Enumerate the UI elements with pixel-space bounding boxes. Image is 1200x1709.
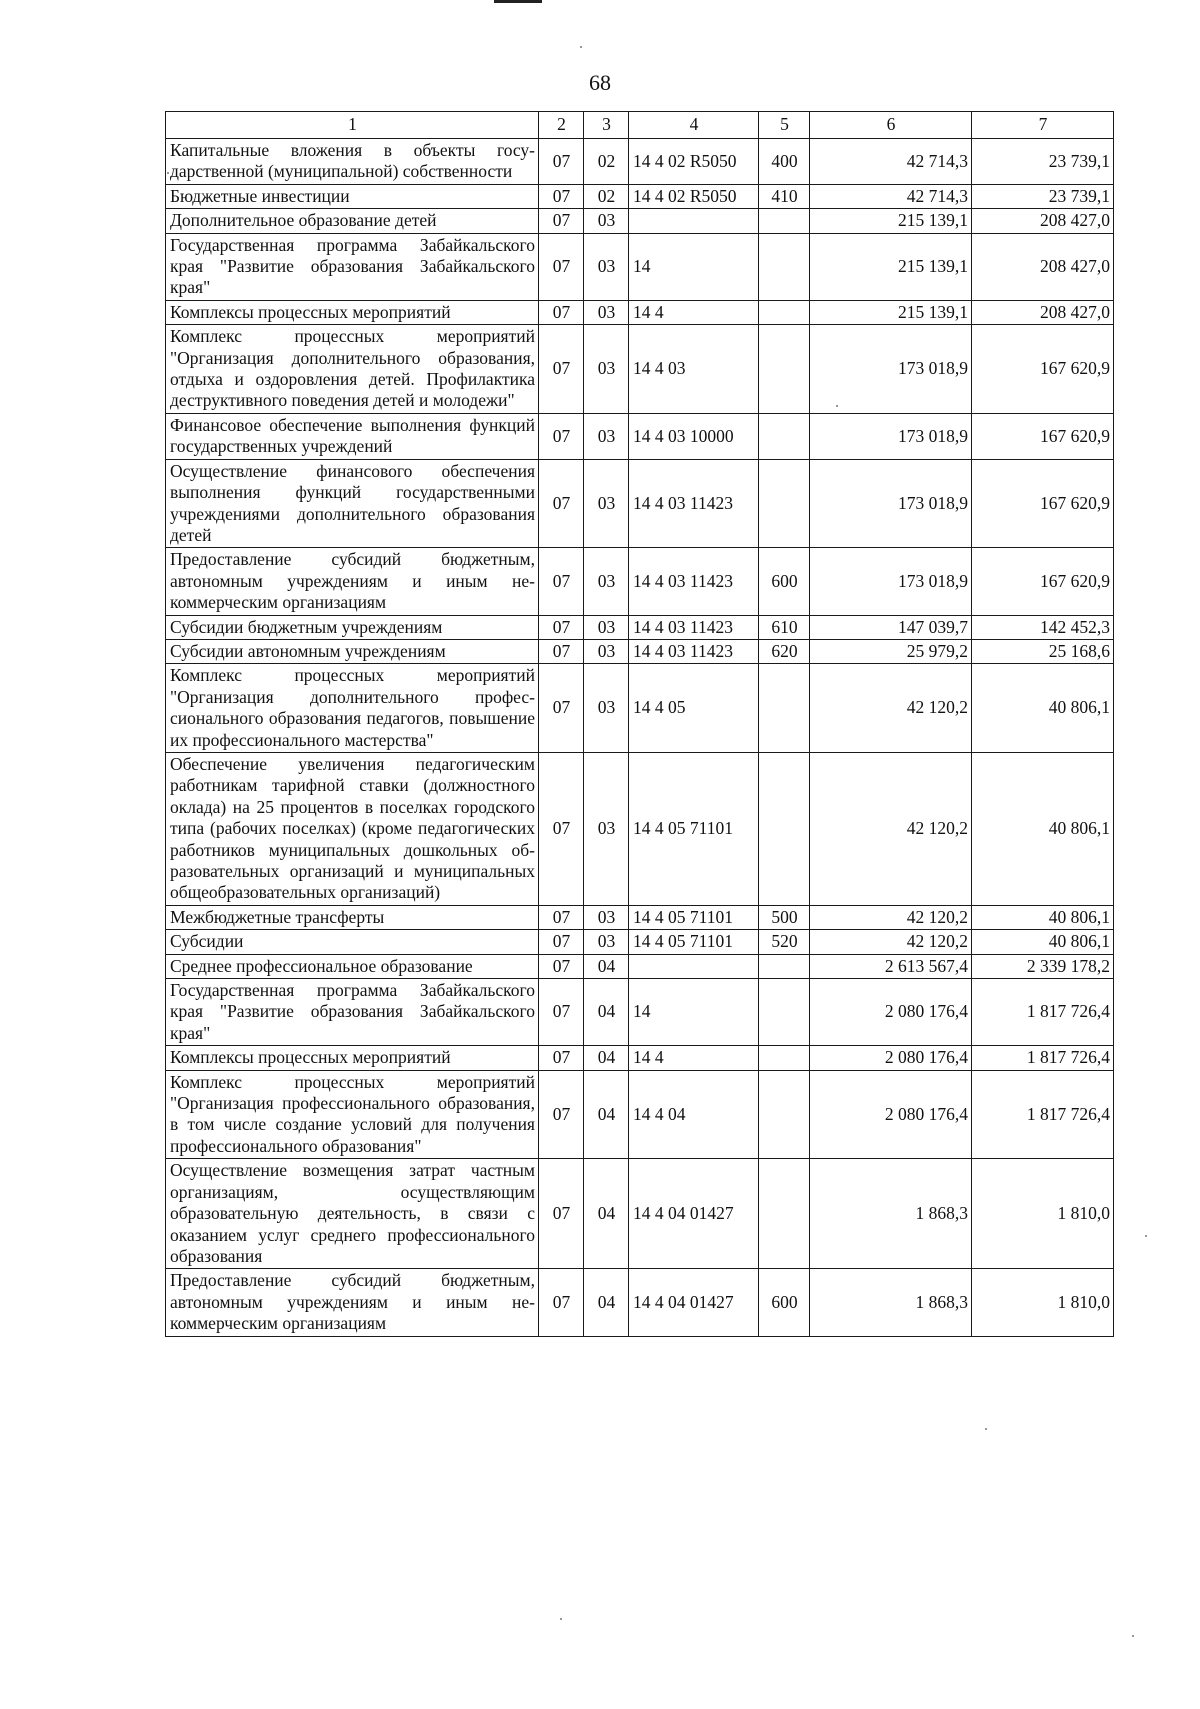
- row-target-article: 14 4 03 11423: [629, 548, 759, 615]
- row-target-article: 14 4 04 01427: [629, 1269, 759, 1336]
- header-col-1: 1: [166, 112, 539, 139]
- row-amount-year-1: 42 714,3: [810, 139, 972, 185]
- row-name: Комплекс процессных мероприятий "Организация дополнительного образования, отдыха и оздоровления детей. Профилактика деструктивного поведения детей и молодежи": [166, 325, 539, 414]
- row-name: Межбюджетные трансферты: [166, 905, 539, 929]
- row-subsection-code: 03: [584, 548, 629, 615]
- row-amount-year-2: 208 427,0: [972, 209, 1114, 233]
- row-name: Дополнительное образование детей: [166, 209, 539, 233]
- row-section-code: 07: [539, 905, 584, 929]
- row-expense-type: [759, 954, 810, 978]
- row-subsection-code: 03: [584, 300, 629, 324]
- table-row: [166, 300, 1114, 324]
- table-row: [166, 664, 1114, 753]
- row-name: Комплексы процессных мероприятий: [166, 300, 539, 324]
- row-target-article: 14 4: [629, 300, 759, 324]
- row-subsection-code: 03: [584, 639, 629, 663]
- table-row: [166, 905, 1114, 929]
- row-amount-year-1: 42 120,2: [810, 930, 972, 954]
- row-expense-type: [759, 1046, 810, 1070]
- scan-speck: [1145, 1235, 1147, 1237]
- row-subsection-code: 04: [584, 979, 629, 1046]
- row-amount-year-2: 1 810,0: [972, 1159, 1114, 1269]
- row-section-code: 07: [539, 1070, 584, 1159]
- row-section-code: 07: [539, 233, 584, 300]
- row-target-article: 14 4 03 10000: [629, 413, 759, 459]
- row-subsection-code: 04: [584, 954, 629, 978]
- row-amount-year-1: 215 139,1: [810, 233, 972, 300]
- row-subsection-code: 04: [584, 1070, 629, 1159]
- row-section-code: 07: [539, 300, 584, 324]
- row-amount-year-1: 25 979,2: [810, 639, 972, 663]
- row-amount-year-2: 40 806,1: [972, 664, 1114, 753]
- row-amount-year-1: 2 613 567,4: [810, 954, 972, 978]
- row-section-code: 07: [539, 752, 584, 905]
- row-amount-year-2: 142 452,3: [972, 615, 1114, 639]
- scan-speck: [167, 172, 169, 174]
- row-target-article: [629, 954, 759, 978]
- row-subsection-code: 02: [584, 184, 629, 208]
- row-amount-year-1: 2 080 176,4: [810, 979, 972, 1046]
- row-name: Предоставление субсидий бюджетным, автономным учреждениям и иным некоммерческим организациям: [166, 1269, 539, 1336]
- row-target-article: 14 4 05 71101: [629, 905, 759, 929]
- row-section-code: 07: [539, 1159, 584, 1269]
- row-target-article: 14: [629, 233, 759, 300]
- row-target-article: 14 4 02 R5050: [629, 139, 759, 185]
- scan-speck: [1132, 1635, 1134, 1637]
- header-col-5: 5: [759, 112, 810, 139]
- row-subsection-code: 02: [584, 139, 629, 185]
- row-expense-type: 520: [759, 930, 810, 954]
- row-target-article: 14 4 05: [629, 664, 759, 753]
- row-amount-year-1: 1 868,3: [810, 1159, 972, 1269]
- row-name: Субсидии: [166, 930, 539, 954]
- row-name: Среднее профессиональное образование: [166, 954, 539, 978]
- row-amount-year-1: 173 018,9: [810, 413, 972, 459]
- row-amount-year-1: 173 018,9: [810, 548, 972, 615]
- row-section-code: 07: [539, 209, 584, 233]
- row-target-article: 14 4 05 71101: [629, 930, 759, 954]
- row-section-code: 07: [539, 954, 584, 978]
- row-amount-year-1: 215 139,1: [810, 209, 972, 233]
- row-target-article: [629, 209, 759, 233]
- row-expense-type: [759, 1070, 810, 1159]
- table-body: [166, 139, 1114, 1337]
- row-subsection-code: 04: [584, 1269, 629, 1336]
- row-amount-year-2: 40 806,1: [972, 752, 1114, 905]
- row-section-code: 07: [539, 548, 584, 615]
- table-row: [166, 930, 1114, 954]
- row-expense-type: 600: [759, 548, 810, 615]
- row-name: Комплекс процессных мероприятий "Организация дополнительного профессионального образования педагогов, повышение их профессионального мастерства": [166, 664, 539, 753]
- page-number: 68: [589, 70, 611, 95]
- row-expense-type: [759, 459, 810, 548]
- row-section-code: 07: [539, 413, 584, 459]
- row-target-article: 14 4 04: [629, 1070, 759, 1159]
- row-target-article: 14 4 03 11423: [629, 615, 759, 639]
- row-expense-type: [759, 664, 810, 753]
- row-section-code: 07: [539, 639, 584, 663]
- row-section-code: 07: [539, 184, 584, 208]
- row-expense-type: 610: [759, 615, 810, 639]
- row-amount-year-2: 40 806,1: [972, 905, 1114, 929]
- table-row: [166, 413, 1114, 459]
- row-subsection-code: 03: [584, 752, 629, 905]
- table-row: [166, 1269, 1114, 1336]
- row-expense-type: [759, 752, 810, 905]
- row-expense-type: [759, 233, 810, 300]
- row-subsection-code: 03: [584, 233, 629, 300]
- row-expense-type: 410: [759, 184, 810, 208]
- row-name: Финансовое обеспечение выполнения функций государственных учреждений: [166, 413, 539, 459]
- row-amount-year-2: 1 817 726,4: [972, 1070, 1114, 1159]
- row-amount-year-2: 1 810,0: [972, 1269, 1114, 1336]
- row-amount-year-1: 173 018,9: [810, 459, 972, 548]
- row-name: Субсидии автономным учреждениям: [166, 639, 539, 663]
- row-amount-year-2: 1 817 726,4: [972, 1046, 1114, 1070]
- row-amount-year-2: 2 339 178,2: [972, 954, 1114, 978]
- row-amount-year-2: 23 739,1: [972, 184, 1114, 208]
- row-expense-type: [759, 1159, 810, 1269]
- table-row: [166, 325, 1114, 414]
- table-row: [166, 209, 1114, 233]
- row-subsection-code: 03: [584, 325, 629, 414]
- row-target-article: 14 4 05 71101: [629, 752, 759, 905]
- scan-speck: [985, 1428, 987, 1430]
- row-amount-year-2: 208 427,0: [972, 300, 1114, 324]
- table-row: [166, 979, 1114, 1046]
- row-amount-year-1: 42 120,2: [810, 905, 972, 929]
- row-amount-year-2: 167 620,9: [972, 413, 1114, 459]
- row-subsection-code: 03: [584, 413, 629, 459]
- row-subsection-code: 03: [584, 209, 629, 233]
- row-subsection-code: 03: [584, 930, 629, 954]
- scan-speck: [836, 405, 838, 407]
- row-subsection-code: 04: [584, 1159, 629, 1269]
- row-expense-type: [759, 300, 810, 324]
- table-row: [166, 184, 1114, 208]
- row-target-article: 14 4 03: [629, 325, 759, 414]
- row-target-article: 14 4 02 R5050: [629, 184, 759, 208]
- row-name: Предоставление субсидий бюджетным, автономным учреждениям и иным некоммерческим организациям: [166, 548, 539, 615]
- row-section-code: 07: [539, 1046, 584, 1070]
- row-amount-year-1: 1 868,3: [810, 1269, 972, 1336]
- row-section-code: 07: [539, 930, 584, 954]
- row-expense-type: 500: [759, 905, 810, 929]
- row-amount-year-2: 40 806,1: [972, 930, 1114, 954]
- row-amount-year-1: 42 714,3: [810, 184, 972, 208]
- row-amount-year-1: 42 120,2: [810, 664, 972, 753]
- row-name: Комплексы процессных мероприятий: [166, 1046, 539, 1070]
- table-row: [166, 139, 1114, 185]
- header-col-7: 7: [972, 112, 1114, 139]
- row-amount-year-2: 167 620,9: [972, 325, 1114, 414]
- row-name: Обеспечение увеличения педагогическим работникам тарифной ставки (должностного оклада) на 25 процентов в поселках городского типа (рабочих поселках) (кроме педагогических работников муниципальных дошкольных образовательных организаций и муниципальных общеобразовательных организаций): [166, 752, 539, 905]
- row-amount-year-2: 167 620,9: [972, 459, 1114, 548]
- header-col-4: 4: [629, 112, 759, 139]
- row-target-article: 14 4: [629, 1046, 759, 1070]
- row-target-article: 14 4 04 01427: [629, 1159, 759, 1269]
- row-amount-year-1: 173 018,9: [810, 325, 972, 414]
- row-target-article: 14: [629, 979, 759, 1046]
- table-row: [166, 459, 1114, 548]
- table-row: [166, 548, 1114, 615]
- row-amount-year-2: 167 620,9: [972, 548, 1114, 615]
- header-col-2: 2: [539, 112, 584, 139]
- scan-speck: [580, 46, 582, 48]
- row-amount-year-2: 1 817 726,4: [972, 979, 1114, 1046]
- table-header-row: [166, 112, 1114, 139]
- row-name: Осуществление возмещения затрат частным организациям, осуществляющим образовательную деятельность, в связи с оказанием услуг среднего профессионального образования: [166, 1159, 539, 1269]
- top-edge-mark: [494, 0, 542, 3]
- row-name: Бюджетные инвестиции: [166, 184, 539, 208]
- row-amount-year-1: 215 139,1: [810, 300, 972, 324]
- row-subsection-code: 03: [584, 615, 629, 639]
- row-name: Комплекс процессных мероприятий "Организация профессионального образования, в том числе создание условий для получения профессионального образования": [166, 1070, 539, 1159]
- row-amount-year-1: 147 039,7: [810, 615, 972, 639]
- scan-speck: [560, 1618, 562, 1620]
- row-amount-year-1: 2 080 176,4: [810, 1070, 972, 1159]
- table-row: [166, 954, 1114, 978]
- row-expense-type: [759, 413, 810, 459]
- row-amount-year-1: 42 120,2: [810, 752, 972, 905]
- table-row: [166, 639, 1114, 663]
- row-name: Субсидии бюджетным учреждениям: [166, 615, 539, 639]
- row-expense-type: 620: [759, 639, 810, 663]
- table-row: [166, 752, 1114, 905]
- header-col-3: 3: [584, 112, 629, 139]
- row-target-article: 14 4 03 11423: [629, 639, 759, 663]
- table-row: [166, 1046, 1114, 1070]
- row-amount-year-2: 23 739,1: [972, 139, 1114, 185]
- row-subsection-code: 03: [584, 905, 629, 929]
- row-section-code: 07: [539, 979, 584, 1046]
- row-subsection-code: 04: [584, 1046, 629, 1070]
- row-subsection-code: 03: [584, 459, 629, 548]
- row-section-code: 07: [539, 325, 584, 414]
- row-name: Государственная программа Забайкальского края "Развитие образования Забайкальского края": [166, 979, 539, 1046]
- table-row: [166, 1070, 1114, 1159]
- row-name: Государственная программа Забайкальского края "Развитие образования Забайкальского края": [166, 233, 539, 300]
- row-name: Капитальные вложения в объекты государственной (муниципальной) собственности: [166, 139, 539, 185]
- row-expense-type: [759, 209, 810, 233]
- table-row: [166, 615, 1114, 639]
- row-amount-year-1: 2 080 176,4: [810, 1046, 972, 1070]
- row-section-code: 07: [539, 1269, 584, 1336]
- row-section-code: 07: [539, 139, 584, 185]
- row-expense-type: [759, 325, 810, 414]
- table-row: [166, 1159, 1114, 1269]
- row-name: Осуществление финансового обеспечения выполнения функций государственными учреждениями дополнительного образования детей: [166, 459, 539, 548]
- budget-table: [165, 111, 1114, 1337]
- row-amount-year-2: 25 168,6: [972, 639, 1114, 663]
- row-expense-type: 400: [759, 139, 810, 185]
- row-subsection-code: 03: [584, 664, 629, 753]
- row-section-code: 07: [539, 664, 584, 753]
- header-col-6: 6: [810, 112, 972, 139]
- row-target-article: 14 4 03 11423: [629, 459, 759, 548]
- row-expense-type: [759, 979, 810, 1046]
- row-expense-type: 600: [759, 1269, 810, 1336]
- table-row: [166, 233, 1114, 300]
- row-section-code: 07: [539, 615, 584, 639]
- row-section-code: 07: [539, 459, 584, 548]
- row-amount-year-2: 208 427,0: [972, 233, 1114, 300]
